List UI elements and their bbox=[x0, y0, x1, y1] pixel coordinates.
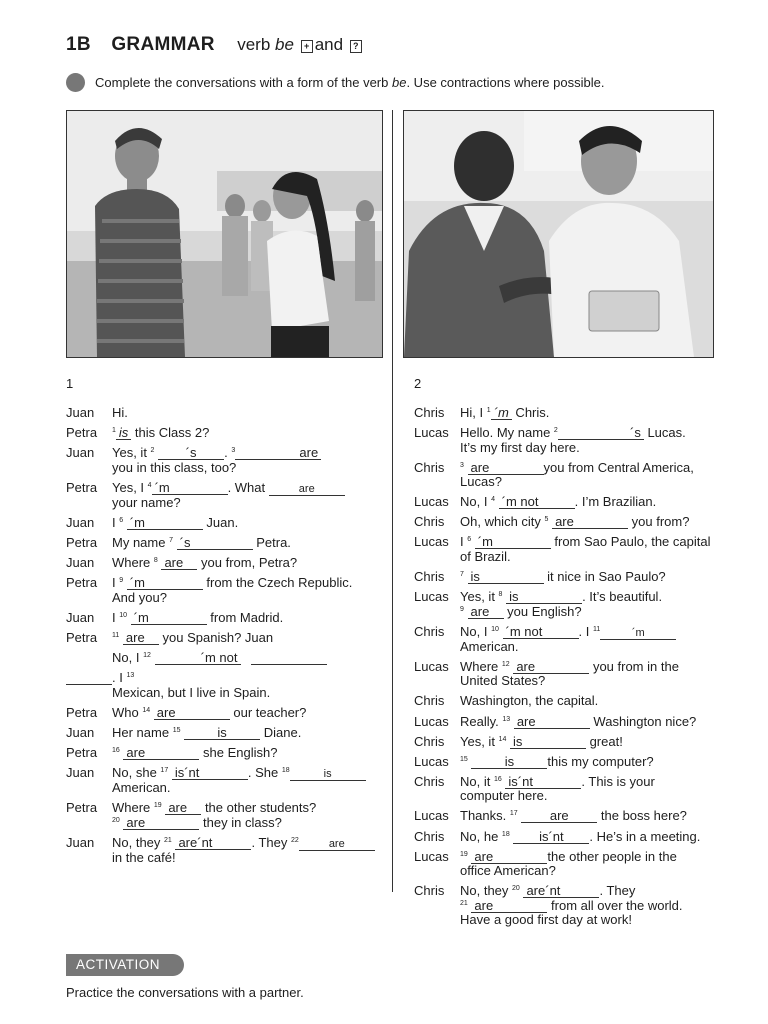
answer-blank[interactable]: ´m bbox=[475, 536, 551, 549]
section-title: GRAMMAR bbox=[111, 34, 215, 55]
answer-blank[interactable]: ´m bbox=[127, 517, 203, 530]
dialogue-line: Petra My name $^7$ ´s Petra. bbox=[66, 534, 291, 550]
conversation-2-number: 2 bbox=[414, 376, 422, 391]
answer-blank[interactable] bbox=[66, 672, 112, 685]
answer-blank[interactable]: ´m not bbox=[499, 496, 575, 509]
answer-blank[interactable]: is´nt bbox=[505, 776, 581, 789]
answer-blank[interactable]: is bbox=[184, 727, 260, 740]
answer-blank[interactable]: are bbox=[513, 661, 589, 674]
dialogue-line: Lucas $^{19}$ are the other people in the office American? bbox=[414, 848, 677, 879]
answer-blank[interactable]: ´m not bbox=[155, 652, 241, 665]
answer-blank[interactable]: are bbox=[299, 838, 375, 851]
dialogue-line: Chris No, I $^{10}$ ´m not . I $^{11}$ ´m American. bbox=[414, 625, 714, 655]
answer-blank[interactable]: is bbox=[468, 571, 544, 584]
dialogue-line: Juan Where $^8$ are you from, Petra? bbox=[66, 555, 298, 571]
dialogue-line: Juan Her name $^{15}$ is Diane. bbox=[66, 724, 302, 740]
answer-blank[interactable]: are bbox=[123, 632, 159, 645]
answer-blank[interactable]: is´nt bbox=[513, 831, 589, 844]
answer-blank[interactable]: ´m not bbox=[503, 626, 579, 639]
answer-blank[interactable]: are bbox=[235, 447, 321, 460]
dialogue-line: Lucas I $^6$ ´m from Sao Paulo, the capital of Brazil. bbox=[414, 534, 711, 564]
answer-blank[interactable]: ´m bbox=[491, 407, 512, 420]
answer-blank[interactable]: are bbox=[123, 817, 199, 830]
dialogue-line: Juan I $^{10}$ ´m from Madrid. bbox=[66, 609, 284, 625]
conversation-1-number: 1 bbox=[66, 376, 74, 391]
activation-label: ACTIVATION bbox=[66, 954, 184, 976]
dialogue-line: Chris Yes, it $^{14}$ is great! bbox=[414, 733, 623, 749]
answer-blank[interactable]: ´m bbox=[600, 627, 676, 640]
conversation-1 bbox=[66, 406, 384, 871]
dialogue-line: Petra $^1$ is this Class 2? bbox=[66, 425, 210, 441]
answer-blank[interactable]: ´m bbox=[127, 577, 203, 590]
section-subtitle: verb be + and ? bbox=[237, 35, 364, 54]
photo-students bbox=[66, 110, 383, 358]
answer-blank[interactable]: are bbox=[471, 900, 547, 913]
answer-blank[interactable]: ´s bbox=[177, 537, 253, 550]
answer-blank[interactable]: is bbox=[471, 756, 547, 769]
question-box-icon: ? bbox=[350, 40, 362, 53]
dialogue-line: Chris No, it $^{16}$ is´nt . This is your computer here. bbox=[414, 773, 655, 804]
dialogue-line: Lucas Thanks. $^{17}$ are the boss here? bbox=[414, 808, 687, 824]
dialogue-line: Lucas No, I $^4$ ´m not . I’m Brazilian. bbox=[414, 494, 657, 510]
answer-blank[interactable]: is bbox=[116, 427, 131, 440]
dialogue-line: Chris Washington, the capital. bbox=[414, 693, 599, 709]
answer-blank[interactable]: are´nt bbox=[175, 837, 251, 850]
answer-blank[interactable]: are bbox=[123, 747, 199, 760]
answer-blank[interactable]: ´m bbox=[131, 612, 207, 625]
bullet-icon bbox=[66, 73, 85, 92]
dialogue-line: Chris $^7$ is it nice in Sao Paulo? bbox=[414, 569, 666, 585]
dialogue-line: Lucas Hello. My name $^2$ ´s Lucas. It’s my first day here. bbox=[414, 425, 686, 455]
dialogue-line: Petra Who $^{14}$ are our teacher? bbox=[66, 704, 307, 720]
dialogue-line: Chris $^3$ are you from Central America, Lucas? bbox=[414, 459, 694, 490]
dialogue-line: Juan I $^6$ ´m Juan. bbox=[66, 514, 239, 530]
answer-blank[interactable]: is bbox=[290, 768, 366, 781]
answer-blank[interactable]: are bbox=[269, 483, 345, 496]
dialogue-line: Petra I $^9$ ´m from the Czech Republic. And you? bbox=[66, 575, 353, 605]
dialogue-line: Petra $^{11}$ are you Spanish? Juan bbox=[66, 629, 274, 645]
dialogue-line: Juan No, she $^{17}$ is´nt . She $^{18}$ is American. bbox=[66, 766, 384, 796]
dialogue-line: Chris No, they $^{20}$ are´nt . They $^{21}$ are from all over the world. Have a good first day at work! bbox=[414, 883, 683, 928]
answer-blank[interactable]: ´m bbox=[152, 482, 228, 495]
page-header bbox=[66, 34, 364, 56]
activation-text: Practice the conversations with a partner. bbox=[66, 985, 304, 1000]
answer-blank[interactable]: ´s bbox=[558, 427, 644, 440]
answer-blank[interactable]: are bbox=[154, 707, 230, 720]
answer-blank[interactable]: are bbox=[521, 810, 597, 823]
dialogue-line: Lucas Where $^{12}$ are you from in the United States? bbox=[414, 658, 679, 689]
dialogue-line: Lucas $^{15}$ is this my computer? bbox=[414, 753, 654, 769]
conversation-2 bbox=[414, 406, 714, 933]
answer-blank[interactable]: is´nt bbox=[172, 767, 248, 780]
answer-blank[interactable]: are bbox=[514, 716, 590, 729]
answer-blank[interactable]: are´nt bbox=[523, 885, 599, 898]
answer-blank[interactable]: are bbox=[468, 462, 544, 475]
dialogue-line: Lucas Yes, it $^8$ is . It’s beautiful. $^9$ are you English? bbox=[414, 589, 663, 619]
unit-code: 1B bbox=[66, 34, 91, 55]
students-illustration bbox=[67, 111, 382, 357]
dialogue-line: Chris Hi, I $^1$ ´m Chris. bbox=[414, 405, 550, 420]
answer-blank[interactable]: are bbox=[468, 606, 504, 619]
dialogue-line: Petra Where $^{19}$ are the other students? $^{20}$ are they in class? bbox=[66, 800, 317, 830]
dialogue-line: Lucas Really. $^{13}$ are Washington nice? bbox=[414, 713, 697, 729]
dialogue-line: Juan No, they $^{21}$ are´nt . They $^{22}$ are in the café! bbox=[66, 836, 384, 866]
answer-blank[interactable]: are bbox=[552, 516, 628, 529]
answer-blank[interactable]: are bbox=[165, 802, 201, 815]
dialogue-line: Juan Hi. bbox=[66, 405, 128, 420]
answer-blank[interactable]: are bbox=[161, 557, 197, 570]
answer-blank[interactable]: ´s bbox=[158, 447, 224, 460]
men-tablet-illustration bbox=[404, 111, 713, 357]
answer-blank[interactable]: is bbox=[506, 591, 582, 604]
dialogue-line: Chris No, he $^{18}$ is´nt . He’s in a meeting. bbox=[414, 828, 701, 844]
dialogue-line: Juan Yes, it $^2$ ´s . $^3$ are you in this class, too? bbox=[66, 446, 384, 475]
dialogue-line: Chris Oh, which city $^5$ are you from? bbox=[414, 514, 690, 530]
dialogue-line: Petra $^{16}$ are she English? bbox=[66, 744, 278, 760]
instruction-text: Complete the conversations with a form of the verb be. Use contractions where possible. bbox=[95, 75, 605, 90]
dialogue-line: No, I $^{12}$ ´m not bbox=[66, 651, 384, 666]
dialogue-line: Petra Yes, I $^4$ ´m . What are your name? bbox=[66, 481, 384, 511]
dialogue-line: . I $^{13}$ Mexican, but I live in Spain. bbox=[66, 671, 384, 700]
column-divider bbox=[392, 110, 393, 892]
plus-box-icon: + bbox=[301, 40, 313, 53]
answer-blank[interactable]: is bbox=[510, 736, 586, 749]
answer-blank[interactable]: are bbox=[471, 851, 547, 864]
instruction bbox=[66, 73, 604, 92]
answer-blank[interactable] bbox=[251, 652, 327, 665]
photo-men-tablet bbox=[403, 110, 714, 358]
